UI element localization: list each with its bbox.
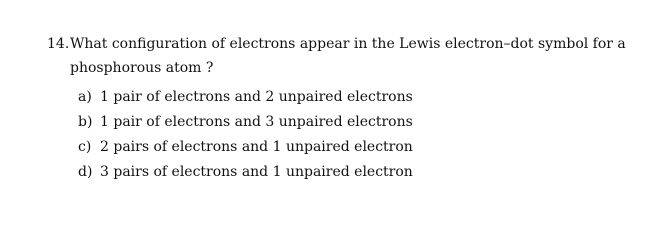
question-text-line-1: What configuration of electrons appear in the Lewis electron–dot symbol for a: [70, 36, 626, 52]
option-b-text: 1 pair of electrons and 3 unpaired electrons: [100, 114, 413, 130]
question-number: 14.: [47, 36, 70, 52]
question-block: [47, 32, 637, 80]
question-line-1: [47, 32, 637, 56]
question-text-line-2: phosphorous atom ?: [70, 60, 214, 76]
option-c-text: 2 pairs of electrons and 1 unpaired electron: [100, 139, 413, 155]
option-d: [78, 160, 413, 185]
option-a-text: 1 pair of electrons and 2 unpaired electrons: [100, 89, 413, 105]
option-d-text: 3 pairs of electrons and 1 unpaired electron: [100, 164, 413, 180]
option-c-letter: c): [78, 139, 92, 155]
option-a: [78, 85, 413, 110]
option-d-letter: d): [78, 164, 93, 180]
option-b: [78, 110, 413, 135]
answer-options: [78, 85, 413, 185]
option-b-letter: b): [78, 114, 93, 130]
option-c: [78, 135, 413, 160]
option-a-letter: a): [78, 89, 92, 105]
